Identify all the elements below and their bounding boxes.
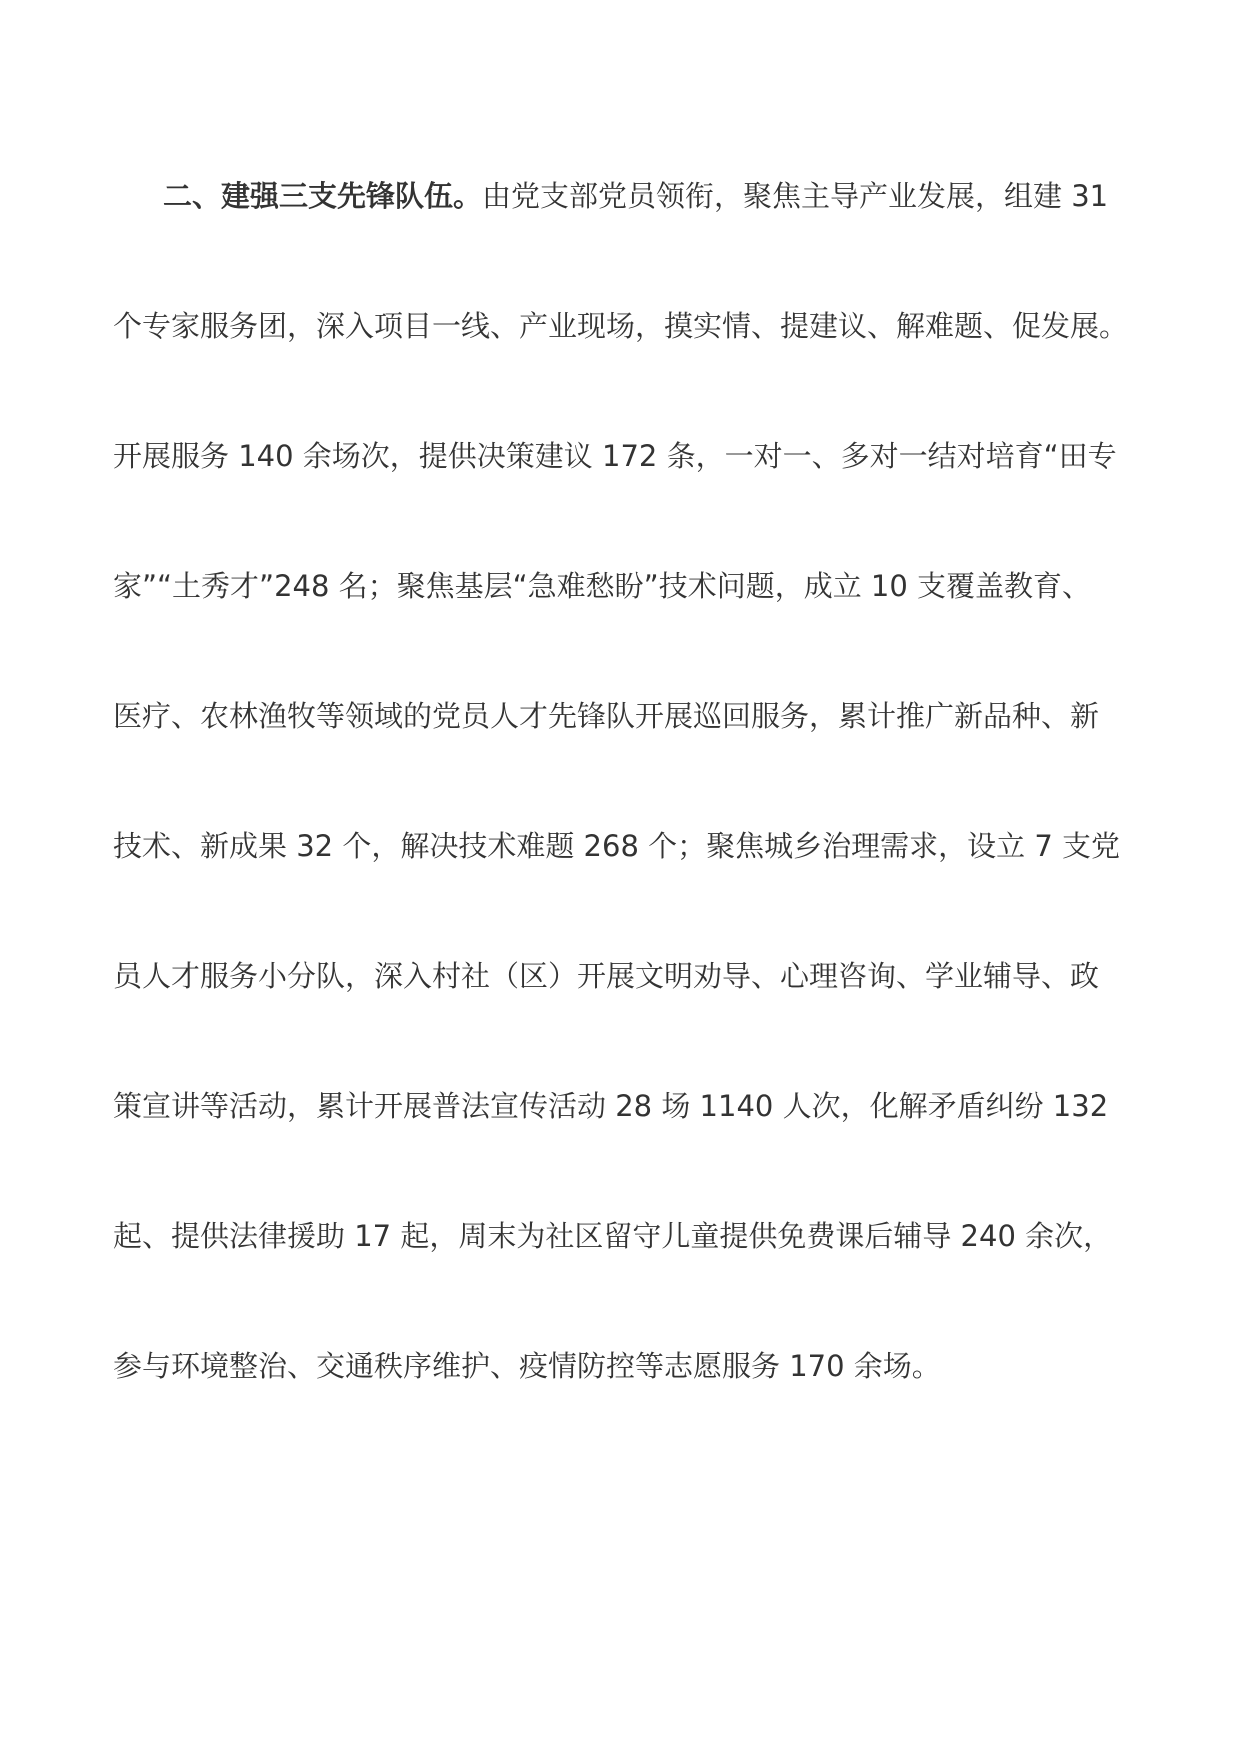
paragraph-text-1: 由党支部党员领衔，聚焦主导产业发展，组建 31 bbox=[482, 179, 1109, 213]
paragraph-line-4: 家”“土秀才”248 名；聚焦基层“急难愁盼”技术问题，成立 10 支覆盖教育、 bbox=[113, 569, 1092, 603]
paragraph-line-8: 策宣讲等活动，累计开展普法宣传活动 28 场 1140 人次，化解矛盾纠纷 132 bbox=[113, 1089, 1109, 1123]
paragraph-line-5: 医疗、农林渔牧等领域的党员人才先锋队开展巡回服务，累计推广新品种、新 bbox=[113, 699, 1100, 733]
paragraph-line-7: 员人才服务小分队，深入村社（区）开展文明劝导、心理咨询、学业辅导、政 bbox=[113, 959, 1100, 993]
paragraph-line-10: 参与环境整治、交通秩序维护、疫情防控等志愿服务 170 余场。 bbox=[113, 1349, 941, 1383]
paragraph-line-3: 开展服务 140 余场次，提供决策建议 172 条，一对一、多对一结对培育“田专 bbox=[113, 439, 1117, 473]
section-heading: 二、建强三支先锋队伍。 bbox=[163, 179, 483, 213]
paragraph-line-6: 技术、新成果 32 个，解决技术难题 268 个；聚焦城乡治理需求，设立 7 支党 bbox=[113, 829, 1121, 863]
paragraph-line-2: 个专家服务团，深入项目一线、产业现场，摸实情、提建议、解难题、促发展。 bbox=[113, 309, 1129, 343]
paragraph-line-1 bbox=[163, 176, 1203, 216]
paragraph-line-9: 起、提供法律援助 17 起，周末为社区留守儿童提供免费课后辅导 240 余次， bbox=[113, 1219, 1113, 1253]
